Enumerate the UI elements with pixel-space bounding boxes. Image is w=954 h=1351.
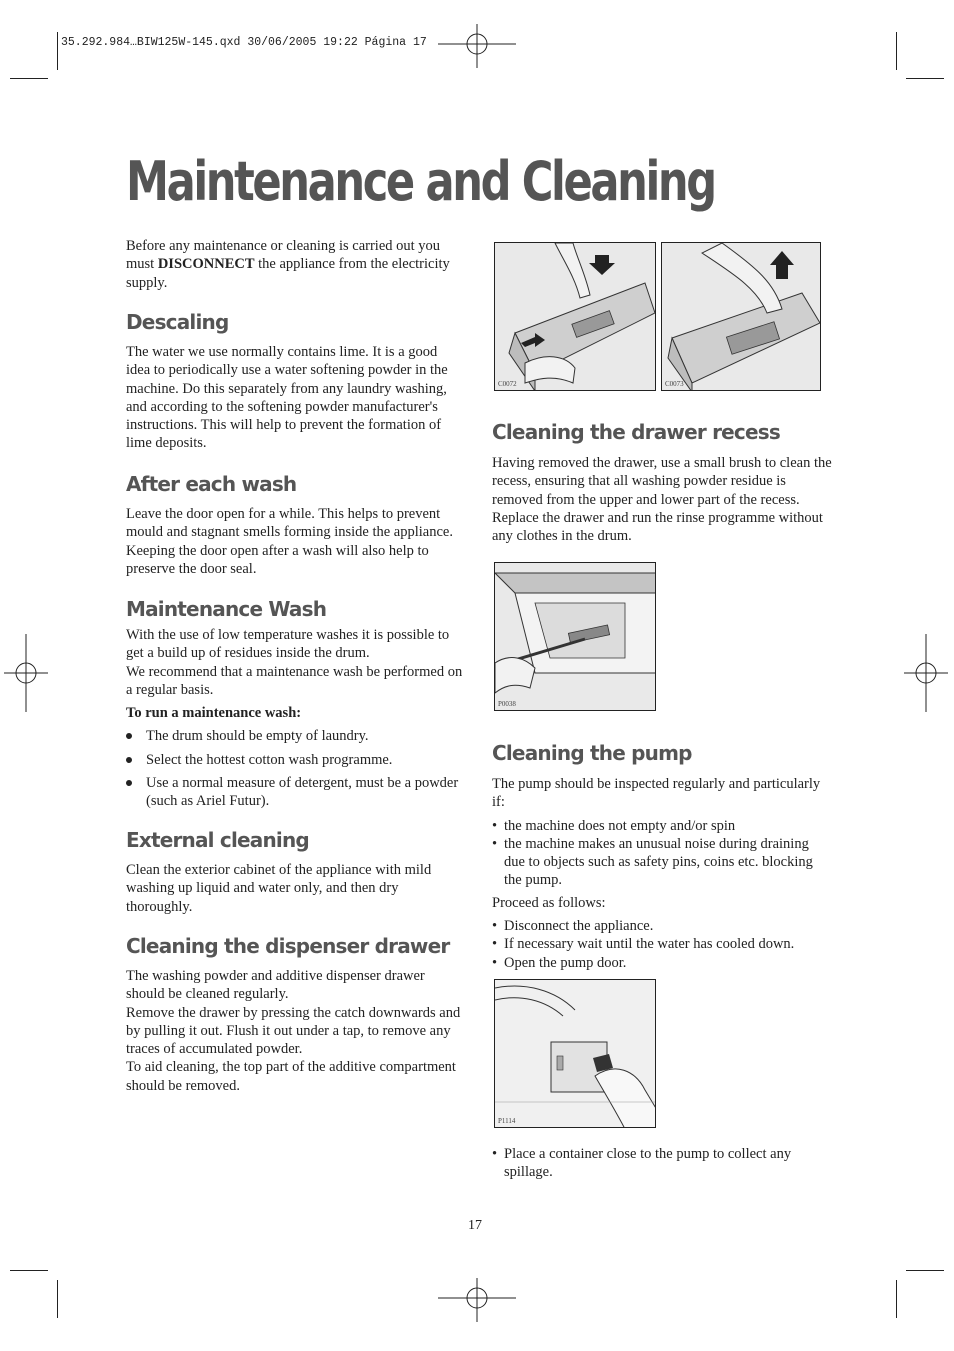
maintenance-wash-list: [126, 727, 464, 810]
registration-mark-top: [438, 24, 516, 68]
recess-body: Having removed the drawer, use a small brush to clean the recess, ensuring that all washing powder residue is removed from the upper and lower part of the recess. Replace the drawer and run the rinse programme without any clothes in the drum.: [492, 455, 832, 545]
after-wash-body: Leave the door open for a while. This helps to prevent mould and stagnant smells forming inside the appliance. Keeping the door open after a wash will also help to preserve the door seal.: [126, 506, 453, 577]
crop-mark: [57, 32, 58, 70]
file-slug: 35.292.984…BIW125W-145.qxd 30/06/2005 19:22 Página 17: [61, 36, 427, 49]
list-item: The drum should be empty of laundry.: [126, 727, 464, 745]
maintenance-wash-subheading: To run a maintenance wash:: [126, 705, 302, 722]
figure-code: C0073: [665, 380, 684, 388]
page-title: Maintenance and Cleaning: [126, 150, 715, 213]
maintenance-wash-heading: Maintenance Wash: [126, 597, 327, 621]
descaling-body: The water we use normally contains lime. It is a good idea to periodically use a water softening powder in the machine. Do this separately from any laundry washing, and according to the softening powder manufacturer's instructions. This will help to prevent the formation of lime deposits.: [126, 344, 448, 452]
external-cleaning-body: Clean the exterior cabinet of the appliance with mild washing up liquid and water only, and then dry thoroughly.: [126, 862, 432, 915]
figure-recess-brush: [494, 562, 656, 711]
figure-code: C0072: [498, 380, 517, 388]
list-item: • Disconnect the appliance.: [492, 917, 832, 935]
crop-mark: [10, 1270, 48, 1271]
figure-drawer-lift-part: [661, 242, 821, 391]
list-item: • the machine makes an unusual noise during draining due to objects such as safety pins, coins etc. blocking the pump.: [492, 835, 832, 890]
crop-mark: [906, 1270, 944, 1271]
pump-conditions-list: [492, 817, 832, 890]
external-cleaning-heading: External cleaning: [126, 828, 309, 852]
list-item: • Place a container close to the pump to collect any spillage.: [492, 1145, 832, 1182]
maintenance-wash-body: With the use of low temperature washes it is possible to get a build up of residues inside the drum. We recommend that a maintenance wash be performed on a regular basis. To run a maintenance wash: The drum should be empty of laundry. Select the hottest cotton wash programme. Use a normal measure of detergent, must be a powder (such as Ariel Futur).: [126, 627, 463, 810]
pump-final-step: [492, 1145, 832, 1182]
intro-paragraph: Before any maintenance or cleaning is carried out you must DISCONNECT the appliance from the electricity supply.: [126, 238, 450, 291]
list-item: • the machine does not empty and/or spin: [492, 817, 832, 835]
registration-mark-bottom: [438, 1278, 516, 1322]
pump-body: The pump should be inspected regularly and particularly if: • the machine does not empty and/or spin • the machine makes an unusual noise during draining due to objects such as safety pins, coins etc. blocking the pump. Proceed as follows: • Disconnect the appliance. • If necessary wait until the water has cooled down. • Open the pump door.: [492, 775, 832, 972]
crop-mark: [896, 32, 897, 70]
pump-steps-list: [492, 917, 832, 972]
crop-mark: [57, 1280, 58, 1318]
pump-heading: Cleaning the pump: [492, 741, 692, 765]
after-wash-heading: After each wash: [126, 472, 297, 496]
figure-drawer-release: [494, 242, 656, 391]
crop-mark: [896, 1280, 897, 1318]
list-item: Use a normal measure of detergent, must be a powder (such as Ariel Futur).: [126, 774, 464, 811]
figure-code: P1114: [498, 1117, 516, 1125]
dispenser-heading: Cleaning the dispenser drawer: [126, 934, 450, 958]
list-item: • Open the pump door.: [492, 954, 832, 972]
descaling-heading: Descaling: [126, 310, 229, 334]
pump-final-list: [492, 1145, 832, 1182]
figure-pump-door: [494, 979, 656, 1128]
list-item: Select the hottest cotton wash programme.: [126, 751, 464, 769]
crop-mark: [10, 78, 48, 79]
crop-mark: [906, 78, 944, 79]
figure-code: P0038: [498, 700, 516, 708]
registration-mark-right: [904, 634, 948, 712]
registration-mark-left: [4, 634, 48, 712]
page-number: 17: [468, 1218, 482, 1233]
recess-heading: Cleaning the drawer recess: [492, 420, 780, 444]
dispenser-body: The washing powder and additive dispenser drawer should be cleaned regularly. Remove the drawer by pressing the catch downwards and by pulling it out. Flush it out under a tap, to remove any traces of accumulated powder. To aid cleaning, the top part of the additive compartment should be removed.: [126, 968, 461, 1094]
list-item: • If necessary wait until the water has cooled down.: [492, 935, 832, 953]
